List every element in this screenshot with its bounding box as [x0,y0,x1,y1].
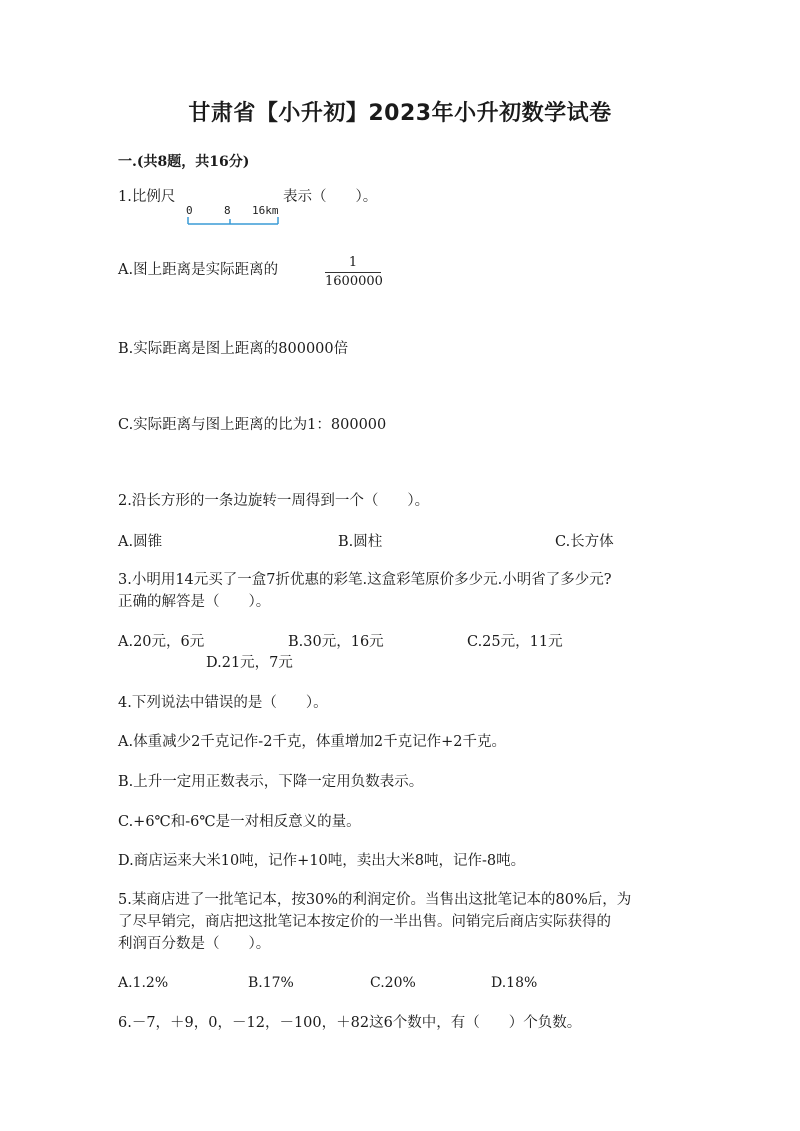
q2-stem: 2.沿长方形的一条边旋转一周得到一个（ ）。 [118,493,430,509]
q4-option-d: D.商店运来大米10吨，记作+10吨，卖出大米8吨，记作-8吨。 [118,853,526,869]
q2-option-c: C.长方体 [555,534,614,550]
q4-option-a: A.体重减少2千克记作-2千克，体重增加2千克记作+2千克。 [118,734,507,750]
fraction-bar [325,272,381,273]
q1-stem-before: 1.比例尺 [118,189,176,205]
q1-option-b: B.实际距离是图上距离的800000倍 [118,341,349,357]
q1-option-a-fraction [325,255,381,290]
q1-option-a: A.图上距离是实际距离的 [118,262,279,278]
q5-option-a: A.1.2% [118,975,169,991]
q4-stem: 4.下列说法中错误的是（ ）。 [118,695,328,711]
scale-bar-line [188,217,278,224]
q5-option-d: D.18% [491,975,538,991]
q2-option-b: B.圆柱 [338,534,383,550]
q5-stem-line1: 5.某商店进了一批笔记本，按30%的利润定价。当售出这批笔记本的80%后，为 [118,892,632,908]
section-heading: 一.(共8题，共16分) [118,154,250,170]
q2-option-a: A.圆锥 [118,534,163,550]
q5-stem-line3: 利润百分数是（ ）。 [118,936,271,952]
q3-stem-line1: 3.小明用14元买了一盒7折优惠的彩笔.这盒彩笔原价多少元.小明省了多少元? [118,572,612,588]
q5-stem-line2: 了尽早销完，商店把这批笔记本按定价的一半出售。问销完后商店实际获得的 [118,914,611,930]
q3-option-d: D.21元，7元 [206,655,293,671]
scale-label-16km: 16km [252,204,279,217]
q1-stem-after: 表示（ ）。 [283,189,378,205]
q3-option-a: A.20元，6元 [118,634,205,650]
q6-stem: 6.－7，＋9，0，－12，－100，＋82这6个数中，有（ ）个负数。 [118,1015,582,1031]
q4-option-c: C.+6℃和-6℃是一对相反意义的量。 [118,814,361,830]
scale-bar-figure [184,203,284,233]
q3-option-b: B.30元，16元 [288,634,384,650]
q5-option-b: B.17% [248,975,294,991]
q5-option-c: C.20% [370,975,416,991]
q4-option-b: B.上升一定用正数表示，下降一定用负数表示。 [118,774,424,790]
q3-option-c: C.25元，11元 [467,634,563,650]
scale-label-0: 0 [186,204,193,217]
q3-stem-line2: 正确的解答是（ ）。 [118,594,271,610]
scale-label-8: 8 [224,204,231,217]
fraction-denominator: 1600000 [325,274,383,289]
page-title: 甘肃省【小升初】2023年小升初数学试卷 [188,101,612,126]
fraction-numerator: 1 [348,255,358,270]
q1-option-c: C.实际距离与图上距离的比为1：800000 [118,417,387,433]
